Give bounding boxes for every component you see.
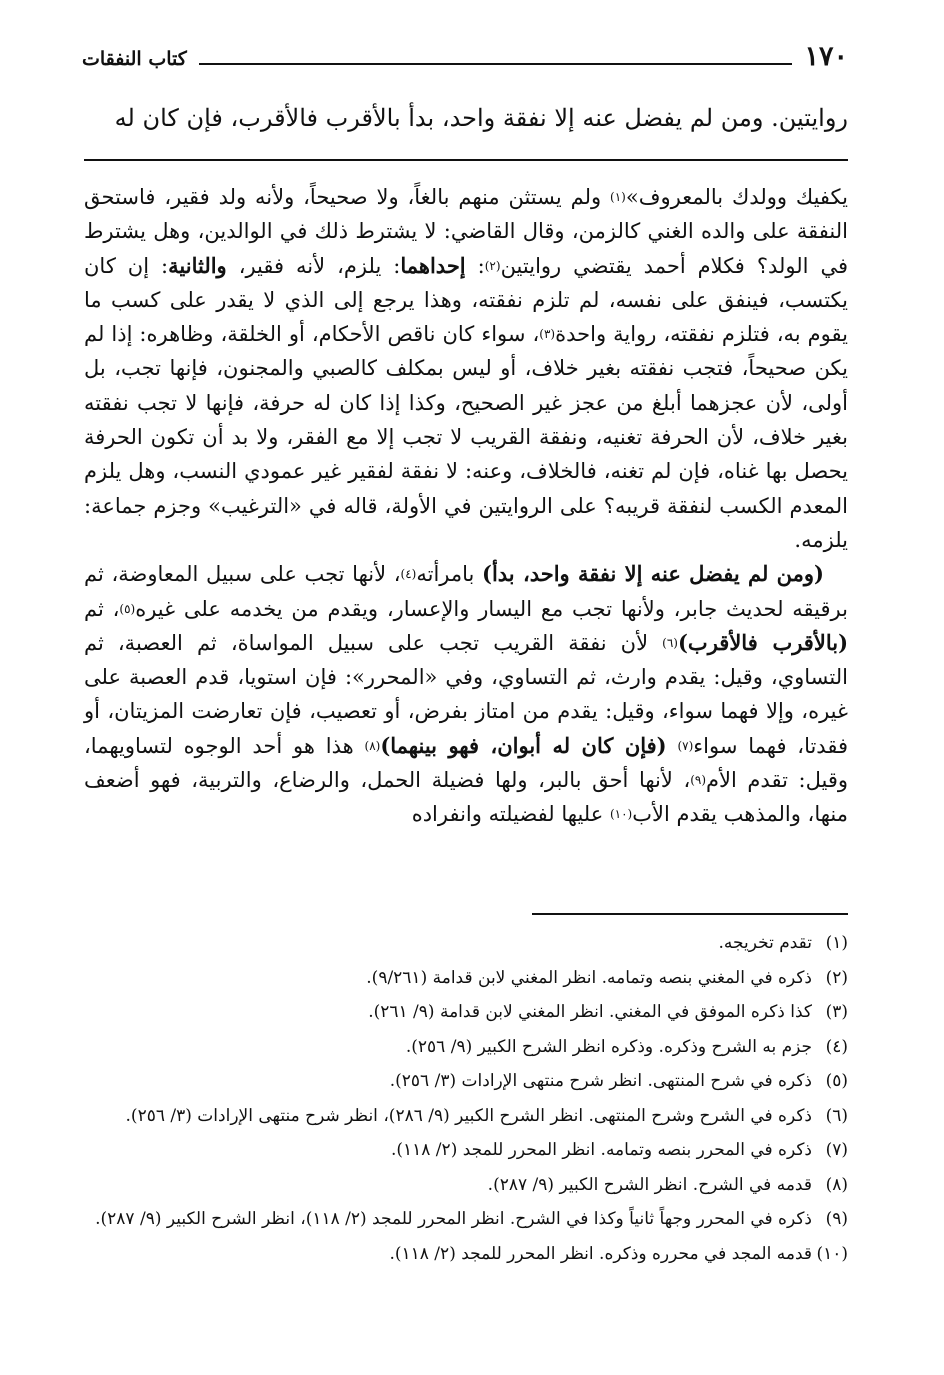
header-rule bbox=[199, 63, 793, 65]
bold-term: والثانية bbox=[168, 252, 227, 278]
footnote-ref[interactable]: (٨) bbox=[364, 738, 381, 753]
page-header bbox=[82, 38, 848, 72]
footnote-ref[interactable]: (٩) bbox=[690, 773, 707, 788]
footnote-ref[interactable]: (١) bbox=[610, 190, 626, 204]
footnote: (٦) ذكره في الشرح وشرح المنتهى. انظر الشرح الكبير (٩/ ٢٨٦)، انظر شرح منتهى الإرادات (٣/ ٢٥٦). bbox=[125, 1105, 848, 1126]
matn-quote: (ومن لم يفضل عنه إلا نفقة واحد، بدأ) bbox=[482, 561, 824, 587]
matn-text: روايتين. ومن لم يفضل عنه إلا نفقة واحد، بدأ بالأقرب فالأقرب، فإن كان له bbox=[114, 104, 848, 132]
footnote: (٤) جزم به الشرح وذكره. وذكره انظر الشرح الكبير (٩/ ٢٥٦). bbox=[405, 1036, 848, 1057]
commentary-paragraph-2: (ومن لم يفضل عنه إلا نفقة واحد، بدأ) بامرأته$^{(٤)}$، لأنها تجب على سبيل المعاوضة، ثم برقيقه لحديث جابر، ولأنها تجب مع اليسار والإعسار، ويقدم من يخدمه على غيره$^{(٥)}$، ثم (بالأقرب فالأقرب)$^{(٦)}$ لأن نفقة القريب تجب على سبيل المواساة، ثم العصبة، ثم التساوي، وقيل: يقدم وارث، ثم التساوي، وفي «المحرر»: فإن استويا، قدم العصبة على غيره، وإلا فهما سواء، وقيل: يقدم من امتاز بفرض، أو تعصيب، فإن تعارضت المزيتان، أو فقدتا، فهما سواء$^{(٧)}$ (فإن كان له أبوان، فهو بينهما)$^{(٨)}$ هذا هو أحد الوجوه لتساويهما، وقيل: تقدم الأم$^{(٩)}$، لأنها أحق بالبر، ولها فضيلة الحمل، والرضاع، والتربية، فهو أضعف منها، والمذهب يقدم الأب$^{(١٠)}$ عليها لفضيلته وانفراده bbox=[84, 561, 849, 827]
footnote-ref[interactable]: (٧) bbox=[677, 738, 694, 753]
footnote: (٣) كذا ذكره الموفق في المغني. انظر المغني لابن قدامة (٩/ ٢٦١). bbox=[368, 1002, 848, 1022]
footnote: (٩) ذكره في المحرر وجهاً ثانياً وكذا في الشرح. انظر المحرر للمجد (٢/ ١١٨)، انظر الشرح الكبير (٩/ ٢٨٧). bbox=[95, 1209, 848, 1229]
footnote: (٥) ذكره في شرح المنتهى. انظر شرح منتهى الإرادات (٣/ ٢٥٦). bbox=[389, 1071, 848, 1091]
footnote-ref[interactable]: (١٠) bbox=[609, 807, 633, 822]
footnote-ref[interactable]: (٢) bbox=[484, 258, 501, 273]
matn-quote: (بالأقرب فالأقرب) bbox=[677, 629, 849, 655]
footnote: (٢) ذكره في المغني بنصه وتمامه. انظر المغني لابن قدامة (٩/٢٦١). bbox=[366, 967, 848, 988]
footnotes bbox=[84, 926, 848, 1271]
commentary-paragraph-1: يكفيك وولدك بالمعروف»$^{(١)}$ ولم يستثن منهم بالغاً، ولا صحيحاً، ولأنه ولد فقير، فاستحق النفقة على والده الغني كالزمن، وقال القاضي: لا يشترط ذلك في الوالدين، وهل يشترط في الولد؟ فكلام أحمد يقتضي روايتين$^{(٢)}$: إحداهما: يلزم، لأنه فقير، والثانية: إن كان يكتسب، فينفق على نفسه، لم تلزم نفقته، وهذا يرجع إلى الذي لا يقدر على كسب ما يقوم به، فتلزم نفقته، رواية واحدة$^{(٣)}$، سواء كان ناقص الأحكام، أو الخلقة، وظاهره: إذا لم يكن صحيحاً، فتجب نفقته بغير خلاف، أو ليس بمكلف كالصبي والمجنون، فإنها تجب، بل أولى، لأن عجزهما أبلغ من عجز غير الصحيح، وكذا إذا كان له حرفة، فإنها لا تجب نفقته بغير خلاف، لأن الحرفة تغنيه، ونفقة القريب لا تجب إلا مع الفقر، ولا بد أن تكون الحرفة يحصل بها غناه، فإن لم تغنه، فالخلاف، وعنه: لا نفقة لفقير غير عمودي النسب، وهل يلزم المعدم الكسب لنفقة قريبه؟ على الروايتين في الأولة، قاله في «الترغيب» وجزم جماعة: يلزمه. bbox=[84, 185, 848, 552]
matn-quote: (فإن كان له أبوان، فهو بينهما) bbox=[380, 732, 667, 758]
commentary-text bbox=[84, 180, 848, 832]
page-number: ١٧٠ bbox=[804, 41, 848, 72]
footnote-ref[interactable]: (٦) bbox=[662, 635, 678, 650]
bold-term: إحداهما bbox=[400, 252, 466, 278]
footnote: (٨) قدمه في الشرح. انظر الشرح الكبير (٩/ ٢٨٧). bbox=[487, 1174, 848, 1195]
footnote-ref[interactable]: (٥) bbox=[119, 601, 136, 616]
running-title: كتاب النفقات bbox=[82, 48, 187, 70]
footnote-ref[interactable]: (٤) bbox=[400, 567, 417, 582]
footnote-ref[interactable]: (٣) bbox=[539, 327, 556, 342]
footnote: (٧) ذكره في المحرر بنصه وتمامه. انظر المحرر للمجد (٢/ ١١٨). bbox=[390, 1140, 848, 1160]
matn-divider bbox=[84, 159, 848, 161]
footnote: (١) تقدم تخريجه. bbox=[718, 933, 848, 953]
footnote: (١٠) قدمه المجد في محرره وذكره. انظر المحرر للمجد (٢/ ١١٨). bbox=[389, 1243, 848, 1264]
footnote-divider bbox=[532, 913, 848, 915]
